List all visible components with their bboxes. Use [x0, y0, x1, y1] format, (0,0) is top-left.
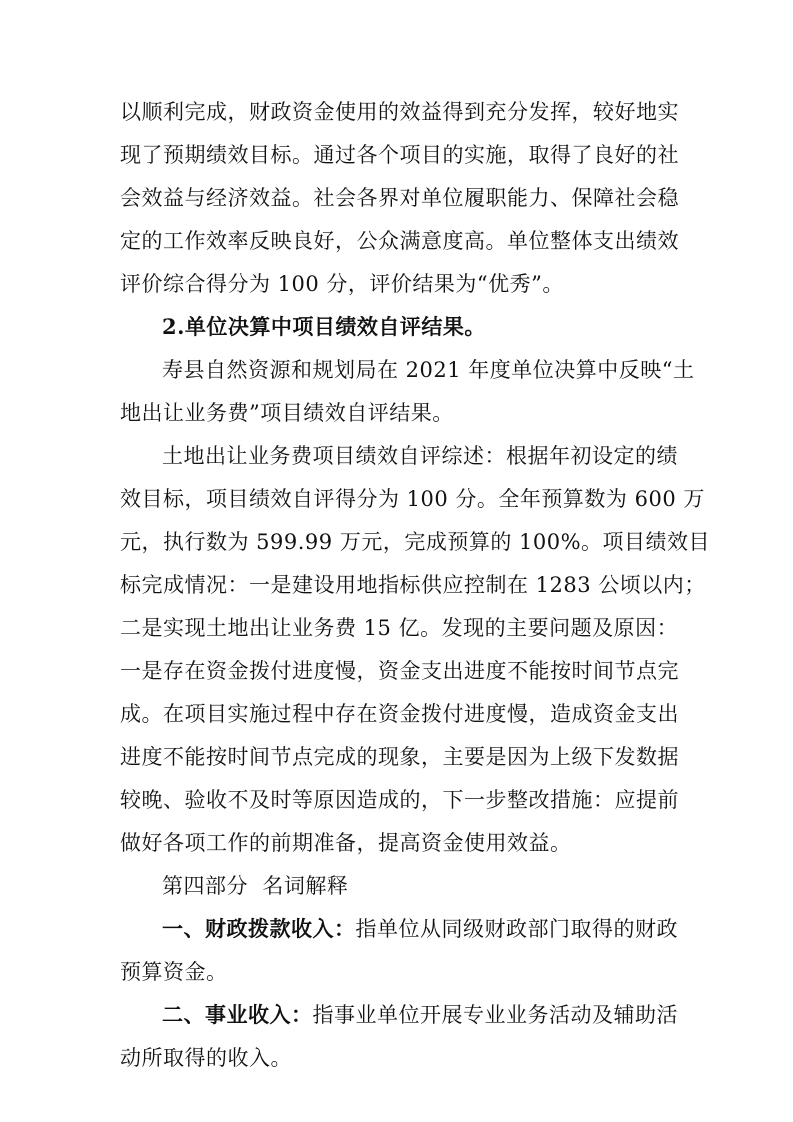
para1-line-1: 以顺利完成，财政资金使用的效益得到充分发挥，较好地实 [120, 100, 679, 124]
term1-line-1 [162, 914, 680, 944]
term1-text: 指单位从同级财政部门取得的财政 [355, 917, 678, 941]
para3-line-8: 进度不能按时间节点完成的现象，主要是因为上级下发数据 [120, 745, 679, 769]
term1-line-2: 预算资金。 [120, 960, 228, 984]
para3-line-5: 二是实现土地出让业务费 15 亿。发现的主要问题及原因： [120, 616, 679, 640]
para1-line-4: 定的工作效率反映良好，公众满意度高。单位整体支出绩效 [120, 229, 679, 253]
para1-line-3: 会效益与经济效益。社会各界对单位履职能力、保障社会稳 [120, 186, 679, 210]
para3-line-4: 标完成情况：一是建设用地指标供应控制在 1283 公顷以内； [120, 573, 706, 597]
term2-text: 指事业单位开展专业业务活动及辅助活 [312, 1003, 678, 1027]
part4-title: 第四部分 名词解释 [162, 874, 349, 898]
para1-line-2: 现了预期绩效目标。通过各个项目的实施，取得了良好的社 [120, 143, 679, 167]
para3-line-1: 土地出让业务费项目绩效自评综述：根据年初设定的绩 [162, 444, 678, 468]
para3-line-3: 元，执行数为 599.99 万元，完成预算的 100%。项目绩效目 [120, 530, 711, 554]
para2-line-1: 寿县自然资源和规划局在 2021 年度单位决算中反映“土 [162, 358, 695, 382]
para3-line-2: 效目标，项目绩效自评得分为 100 分。全年预算数为 600 万 [120, 487, 705, 511]
term1-label: 一、财政拨款收入： [162, 916, 356, 941]
term2-line-2: 动所取得的收入。 [120, 1046, 292, 1070]
para3-line-10: 做好各项工作的前期准备，提高资金使用效益。 [120, 831, 572, 855]
para1-line-5: 评价综合得分为 100 分，评价结果为“优秀”。 [120, 272, 564, 296]
para3-line-6: 一是存在资金拨付进度慢，资金支出进度不能按时间节点完 [120, 659, 679, 683]
para2-line-2: 地出让业务费”项目绩效自评结果。 [120, 401, 454, 425]
term2-line-1 [162, 1000, 680, 1030]
term2-label: 二、事业收入： [162, 1002, 313, 1027]
section-heading-2: 2.单位决算中项目绩效自评结果。 [162, 314, 486, 339]
para3-line-9: 较晚、验收不及时等原因造成的，下一步整改措施：应提前 [120, 788, 679, 812]
para3-line-7: 成。在项目实施过程中存在资金拨付进度慢，造成资金支出 [120, 702, 679, 726]
